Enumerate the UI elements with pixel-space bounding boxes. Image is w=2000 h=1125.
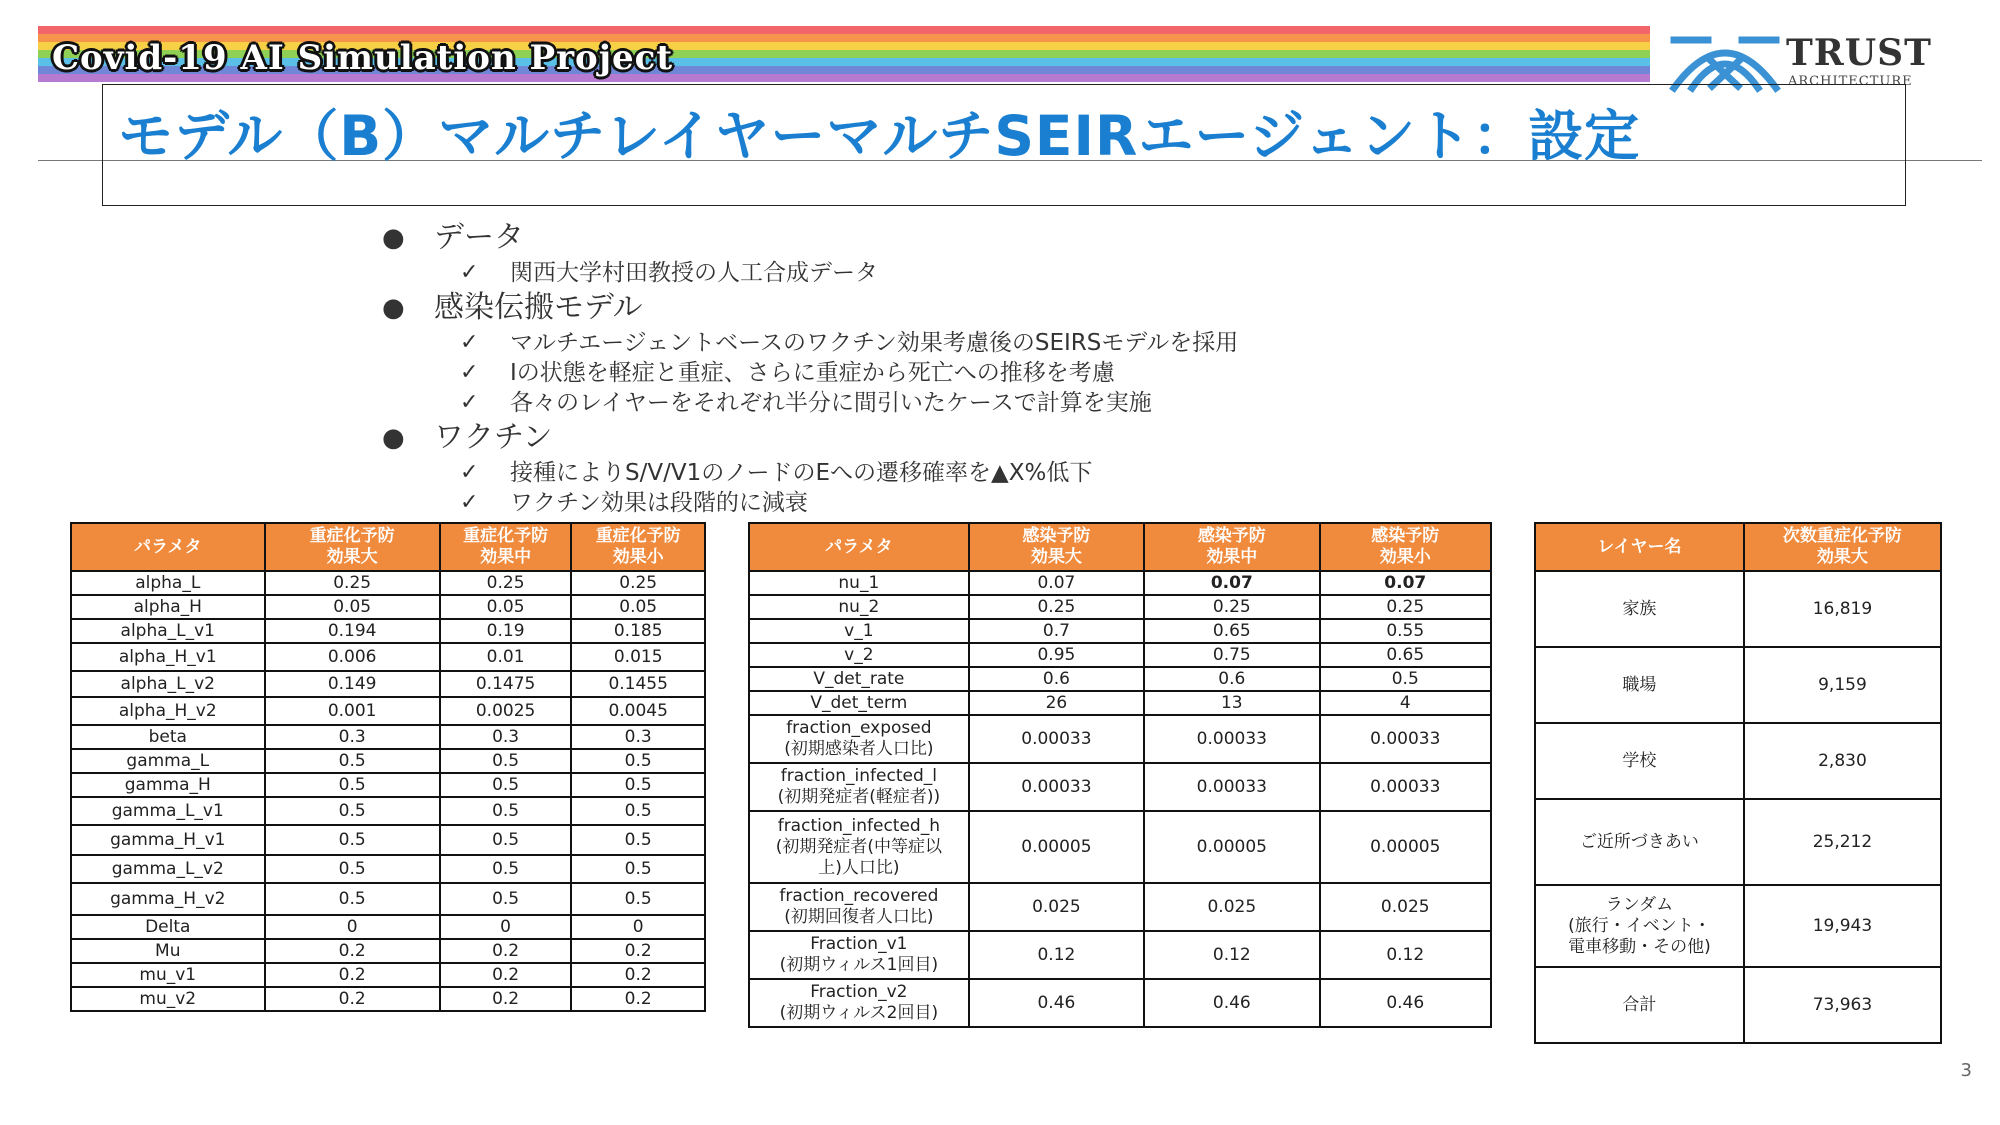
checkmark-icon: ✓ [460,460,479,485]
table-cell: 0.2 [265,939,440,963]
table-row [71,825,705,855]
column-header: 感染予防 効果大 [969,523,1144,571]
table-cell: 0.3 [571,725,705,749]
column-header: パラメタ [71,523,265,571]
table-cell: 0.5 [265,797,440,825]
bullet-subitem-text: 各々のレイヤーをそれぞれ半分に間引いたケースで計算を実施 [510,390,1152,416]
table-cell: 0.1475 [440,671,572,697]
table-cell: v_1 [749,619,969,643]
table-cell: 0.12 [969,931,1144,979]
bullet-heading [382,418,1238,458]
table-cell: gamma_H [71,773,265,797]
table-cell: 0.2 [265,963,440,987]
table-cell: 0.00005 [969,811,1144,883]
table-cell: 0.015 [571,643,705,671]
table-cell: fraction_infected_l (初期発症者(軽症者)) [749,763,969,811]
table-row [71,697,705,725]
checkmark-icon: ✓ [460,390,479,415]
table-cell: 25,212 [1744,799,1941,885]
table-row [71,915,705,939]
table-row [749,643,1491,667]
table-cell: 0.6 [1144,667,1319,691]
table-row [71,671,705,697]
table-row [1535,571,1941,647]
table-cell: 0.5 [440,773,572,797]
table-cell: 0.12 [1144,931,1319,979]
checkmark-icon: ✓ [460,490,479,515]
table-row [1535,647,1941,723]
table-cell: 0.05 [571,595,705,619]
table-cell: 0.2 [571,939,705,963]
table-cell: gamma_H_v2 [71,883,265,915]
bullet-heading [382,288,1238,328]
table-cell: 0.2 [440,963,572,987]
table-cell: 2,830 [1744,723,1941,799]
column-header: 感染予防 効果中 [1144,523,1319,571]
table-cell: Fraction_v2 (初期ウィルス2回目) [749,979,969,1027]
table-header-row [749,523,1491,571]
table-cell: 0.5 [571,773,705,797]
layer-degree-table [1534,522,1942,1044]
bullet-dot-icon: ● [382,423,405,453]
table-cell: 0.2 [571,987,705,1011]
logo-subtitle: ARCHITECTURE [1788,74,1913,89]
table-cell: fraction_infected_h (初期発症者(中等症以 上)人口比) [749,811,969,883]
table-cell: alpha_H_v1 [71,643,265,671]
table-row [71,725,705,749]
bullet-subitem [382,328,1238,358]
table-cell: fraction_recovered (初期回復者人口比) [749,883,969,931]
table-cell: 0 [265,915,440,939]
table-cell: Mu [71,939,265,963]
bullet-subitem [382,258,1238,288]
table-cell: 0.00033 [1144,715,1319,763]
table-row [749,595,1491,619]
table-cell: 0.00005 [1320,811,1491,883]
column-header: パラメタ [749,523,969,571]
table-cell: v_2 [749,643,969,667]
table-cell: 0.25 [571,571,705,595]
bullet-heading-text: ワクチン [434,420,553,455]
table-cell: ランダム (旅行・イベント・ 電車移動・その他) [1535,885,1744,967]
bullet-dot-icon: ● [382,293,405,323]
table-row [71,963,705,987]
table-cell: 0.5 [440,749,572,773]
table-row [71,595,705,619]
table-row [1535,723,1941,799]
table-cell: nu_1 [749,571,969,595]
table-row [749,763,1491,811]
table-cell: 0.07 [1144,571,1319,595]
table-cell: 0.5 [265,773,440,797]
table-cell: 職場 [1535,647,1744,723]
table-cell: 0.00033 [969,763,1144,811]
table-cell: 0.25 [969,595,1144,619]
table-cell: V_det_rate [749,667,969,691]
infection-prevention-table [748,522,1492,1028]
table-cell: beta [71,725,265,749]
bullet-subitem [382,458,1238,488]
table-row [749,715,1491,763]
table-cell: 16,819 [1744,571,1941,647]
slide-title: モデル（B）マルチレイヤーマルチSEIRエージェント：設定 [118,104,1641,168]
table-cell: 0.07 [1320,571,1491,595]
table-cell: nu_2 [749,595,969,619]
table-cell: 0.5 [571,883,705,915]
column-header: レイヤー名 [1535,523,1744,571]
table-cell: 0.00033 [969,715,1144,763]
page-number: 3 [1960,1060,1972,1081]
checkmark-icon: ✓ [460,330,479,355]
column-header: 重症化予防 効果小 [571,523,705,571]
table-row [71,773,705,797]
table-cell: gamma_L_v2 [71,855,265,883]
table-row [749,571,1491,595]
table-cell: 0.5 [440,825,572,855]
table-header-row [1535,523,1941,571]
table-cell: 0.5 [571,749,705,773]
table-row [749,691,1491,715]
table-cell: alpha_H [71,595,265,619]
table-cell: 0.00005 [1144,811,1319,883]
table-cell: 0.5 [440,797,572,825]
table-cell: 0.5 [265,825,440,855]
table-row [71,797,705,825]
bullet-dot-icon: ● [382,223,405,253]
table-cell: 0.05 [265,595,440,619]
table-cell: 合計 [1535,967,1744,1043]
table-row [71,619,705,643]
bullet-subitem [382,388,1238,418]
table-cell: 0.07 [969,571,1144,595]
column-header: 重症化予防 効果大 [265,523,440,571]
table-cell: 0.5 [440,855,572,883]
table-cell: 73,963 [1744,967,1941,1043]
bullet-heading [382,218,1238,258]
bullet-subitem-text: マルチエージェントベースのワクチン効果考慮後のSEIRSモデルを採用 [510,330,1239,356]
table-row [1535,967,1941,1043]
table-row [71,939,705,963]
table-cell: 0.55 [1320,619,1491,643]
table-row [749,811,1491,883]
table-row [749,619,1491,643]
table-cell: 0.00033 [1320,763,1491,811]
table-cell: 0 [440,915,572,939]
table-cell: mu_v1 [71,963,265,987]
table-cell: 0.75 [1144,643,1319,667]
table-cell: 0.006 [265,643,440,671]
table-cell: V_det_term [749,691,969,715]
table-cell: 0.194 [265,619,440,643]
table-cell: 0.5 [265,855,440,883]
table-cell: 0.6 [969,667,1144,691]
table-cell: 9,159 [1744,647,1941,723]
table-cell: 0.46 [969,979,1144,1027]
table-row [749,883,1491,931]
table-cell: 0.25 [265,571,440,595]
table-cell: 0.3 [265,725,440,749]
table-cell: Delta [71,915,265,939]
table-cell: 0.19 [440,619,572,643]
table-cell: 学校 [1535,723,1744,799]
table-cell: 0.01 [440,643,572,671]
table-cell: 0.2 [265,987,440,1011]
severity-prevention-table [70,522,706,1012]
bullet-subitem [382,488,1238,518]
table-cell: Fraction_v1 (初期ウィルス1回目) [749,931,969,979]
table-cell: 0.5 [440,883,572,915]
table-cell: gamma_L_v1 [71,797,265,825]
table-row [749,667,1491,691]
table-cell: 0.149 [265,671,440,697]
bullet-subitem-text: Iの状態を軽症と重症、さらに重症から死亡への推移を考慮 [510,360,1115,386]
table-cell: 0.25 [440,571,572,595]
table-cell: 0 [571,915,705,939]
bullet-heading-text: 感染伝搬モデル [434,290,643,325]
table-cell: 0.5 [571,855,705,883]
bullet-subitem-text: 接種によりS/V/V1のノードのEへの遷移確率を▲X%低下 [510,460,1093,486]
table-cell: 0.2 [440,939,572,963]
table-cell: 0.5 [265,749,440,773]
bullet-list [382,218,1238,518]
table-cell: 13 [1144,691,1319,715]
column-header: 次数重症化予防 効果大 [1744,523,1941,571]
table-row [1535,799,1941,885]
table-cell: 0.46 [1320,979,1491,1027]
checkmark-icon: ✓ [460,360,479,385]
table-cell: 0.95 [969,643,1144,667]
table-cell: 0.05 [440,595,572,619]
table-cell: 0.5 [1320,667,1491,691]
table-row [749,979,1491,1027]
table-row [71,987,705,1011]
table-cell: 0.025 [1144,883,1319,931]
table-cell: gamma_L [71,749,265,773]
bullet-subitem-text: 関西大学村田教授の人工合成データ [510,260,878,286]
table-cell: alpha_L_v1 [71,619,265,643]
table-cell: alpha_L [71,571,265,595]
table-cell: 0.025 [969,883,1144,931]
table-cell: gamma_H_v1 [71,825,265,855]
table-cell: 0.5 [571,797,705,825]
table-cell: alpha_H_v2 [71,697,265,725]
table-cell: 0.25 [1320,595,1491,619]
table-cell: 0.65 [1144,619,1319,643]
table-row [749,931,1491,979]
table-cell: 0.001 [265,697,440,725]
table-cell: 0.5 [571,825,705,855]
table-cell: 0.00033 [1320,715,1491,763]
table-cell: ご近所づきあい [1535,799,1744,885]
logo-name: TRUST [1786,32,1932,74]
bullet-subitem-text: ワクチン効果は段階的に減衰 [510,490,808,516]
bullet-subitem [382,358,1238,388]
table-cell: 0.0025 [440,697,572,725]
column-header: 重症化予防 効果中 [440,523,572,571]
table-cell: 0.65 [1320,643,1491,667]
banner-title: Covid-19 AI Simulation Project [52,38,674,78]
table-cell: 0.00033 [1144,763,1319,811]
bullet-heading-text: データ [434,220,524,255]
table-cell: 家族 [1535,571,1744,647]
table-cell: 0.2 [571,963,705,987]
table-cell: fraction_exposed (初期感染者人口比) [749,715,969,763]
table-cell: 0.5 [265,883,440,915]
table-cell: 26 [969,691,1144,715]
table-row [71,883,705,915]
table-cell: 19,943 [1744,885,1941,967]
table-row [1535,885,1941,967]
table-cell: 4 [1320,691,1491,715]
table-cell: 0.7 [969,619,1144,643]
table-row [71,571,705,595]
table-cell: 0.1455 [571,671,705,697]
table-header-row [71,523,705,571]
table-row [71,643,705,671]
table-cell: 0.3 [440,725,572,749]
table-cell: mu_v2 [71,987,265,1011]
checkmark-icon: ✓ [460,260,479,285]
table-cell: 0.46 [1144,979,1319,1027]
rainbow-stripe [38,26,1650,34]
table-cell: 0.12 [1320,931,1491,979]
table-cell: 0.2 [440,987,572,1011]
table-cell: alpha_L_v2 [71,671,265,697]
table-cell: 0.025 [1320,883,1491,931]
table-cell: 0.25 [1144,595,1319,619]
table-row [71,749,705,773]
column-header: 感染予防 効果小 [1320,523,1491,571]
table-cell: 0.0045 [571,697,705,725]
table-row [71,855,705,883]
table-cell: 0.185 [571,619,705,643]
